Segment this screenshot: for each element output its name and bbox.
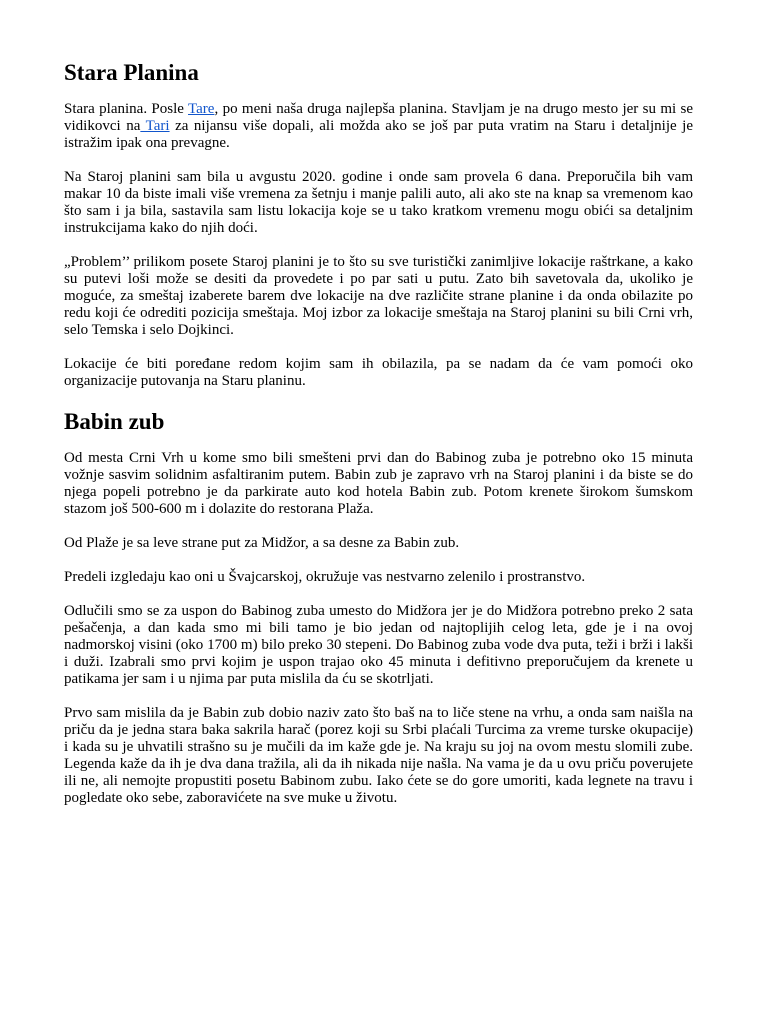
intro-text-part1: Stara planina. Posle	[64, 101, 189, 117]
section-heading-stara-planina: Stara Planina	[64, 60, 199, 85]
paragraph-legend: Prvo sam mislila da je Babin zub dobio naziv zato što baš na to liče stene na vrhu, a onda sam naišla na priču da je jedna stara baka sakrila harač (porez koji su Srbi plaćali Turcima za vreme turske okupacije) i kada su je uhvatili strašno su je mučili da im kaže gde je. Na kraju su joj na ovom mestu slomili zube. Legenda kaže da ih je dva dana tražila, ali da ih nikada nije našla. Na vama je da u ovu priču poverujete ili ne, ali nemojte propustiti posetu Babinom zubu. Iako ćete se do gore umoriti, kada legnete na travu i pogledate oko sebe, zaboravićete na sve muke u životu.	[64, 705, 693, 806]
section-heading-babin-zub: Babin zub	[64, 409, 165, 434]
intro-text-part2: , po meni naša druga najlepša planina. Stavljam je na drugo mesto jer su mi se vidikovci na	[64, 101, 693, 134]
paragraph-locations-order: Lokacije će biti poređane redom kojim sam ih obilazila, pa se nadam da će vam pomoći oko organizacije putovanja na Staru planinu.	[64, 356, 693, 389]
link-tari[interactable]: Tari	[140, 118, 170, 134]
document-page	[64, 56, 693, 824]
paragraph-problem: „Problem’’ prilikom posete Staroj planini je to što su sve turistički zanimljive lokacije raštrkane, a kako su putevi loši može se desiti da provedete i po par sati u putu. Zato bih savetovala da, ukoliko je moguće, za smeštaj izaberete barem dve lokacije na dve različite strane planine i da onda obilazite po redu koji će odrediti pozicija smeštaja. Moj izbor za lokacije smeštaja na Staroj planini su bili Crni vrh, selo Temska i selo Dojkinci.	[64, 254, 693, 338]
paragraph-visit-duration: Na Staroj planini sam bila u avgustu 2020. godine i onde sam provela 6 dana. Preporučila bih vam makar 10 da biste imali više vremena za šetnju i manje palili auto, ali ako ste na knap sa vremenom kao što sam i ja bila, sastavila sam listu lokacija koje se u tako kratkom vremenu mogu obići sa detaljnim instrukcijama kako do njih doći.	[64, 169, 693, 236]
paragraph-intro	[64, 101, 693, 152]
intro-text-part3: za nijansu više dopali, ali možda ako se još par puta vratim na Staru i detaljnije je istražim ipak ona prevagne.	[64, 118, 693, 151]
paragraph-landscape: Predeli izgledaju kao oni u Švajcarskoj, okružuje vas nestvarno zelenilo i prostranstvo.	[64, 569, 586, 585]
paragraph-ascent: Odlučili smo se za uspon do Babinog zuba umesto do Midžora jer je do Midžora potrebno preko 2 sata pešačenja, a dan kada smo mi bili tamo je bio jedan od najtoplijih celog leta, gde je i na ovoj nadmorskoj visini (oko 1700 m) bilo preko 30 stepeni. Do Babinog zuba vode dva puta, teži i brži i lakši i duži. Izabrali smo prvi kojim je uspon trajao oko 45 minuta i defitivno preporučujem da krenete u patikama jer sam i u njima par puta mislila da ću se skotrljati.	[64, 603, 693, 687]
paragraph-plaza-directions: Od Plaže je sa leve strane put za Midžor, a sa desne za Babin zub.	[64, 535, 460, 551]
paragraph-babin-zub-route: Od mesta Crni Vrh u kome smo bili smešteni prvi dan do Babinog zuba je potrebno oko 15 minuta vožnje sasvim solidnim asfaltiranim putem. Babin zub je zapravo vrh na Staroj planini i da biste se do njega popeli potrebno je da parkirate auto kod hotela Babin zub. Potom krenete širokom šumskom stazom još 500-600 m i dolazite do restorana Plaža.	[64, 450, 693, 517]
link-tare[interactable]: Tare	[188, 101, 215, 117]
